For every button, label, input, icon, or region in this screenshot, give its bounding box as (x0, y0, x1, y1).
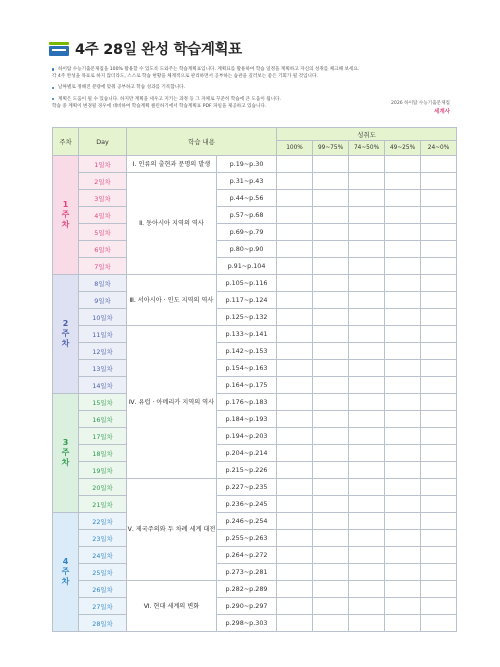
chapter-cell: Ⅵ. 현대 세계의 변화 (127, 581, 217, 632)
page-title: 4주 28일 완성 학습계획표 (75, 42, 242, 58)
table-row (53, 530, 457, 547)
pages-cell: p.91~p.104 (217, 258, 277, 275)
day-cell: 5일차 (79, 224, 127, 241)
day-cell: 17일차 (79, 428, 127, 445)
score-col: 74~50% (349, 141, 385, 156)
score-checkbox-cell[interactable] (421, 309, 457, 326)
pages-cell: p.236~p.245 (217, 496, 277, 513)
day-cell: 11일차 (79, 326, 127, 343)
score-checkbox-cell[interactable] (385, 309, 421, 326)
score-checkbox-cell[interactable] (277, 445, 313, 462)
score-checkbox-cell[interactable] (313, 513, 349, 530)
score-checkbox-cell[interactable] (385, 360, 421, 377)
score-checkbox-cell[interactable] (313, 615, 349, 632)
score-checkbox-cell[interactable] (277, 377, 313, 394)
week-label-char: 1 (62, 200, 69, 209)
score-checkbox-cell[interactable] (385, 190, 421, 207)
pages-cell: p.255~p.263 (217, 530, 277, 547)
score-checkbox-cell[interactable] (277, 275, 313, 292)
score-checkbox-cell[interactable] (385, 479, 421, 496)
table-row (53, 394, 457, 411)
score-checkbox-cell[interactable] (385, 258, 421, 275)
brand-line1: 2026 하이탑 수능기출문제집 (391, 101, 450, 106)
score-checkbox-cell[interactable] (349, 275, 385, 292)
chapter-cell: Ⅳ. 유럽 · 아메리카 지역의 역사 (127, 326, 217, 479)
score-checkbox-cell[interactable] (385, 292, 421, 309)
pages-cell: p.125~p.132 (217, 309, 277, 326)
table-row (53, 326, 457, 343)
score-checkbox-cell[interactable] (349, 411, 385, 428)
table-row (53, 598, 457, 615)
day-cell: 2일차 (79, 173, 127, 190)
table-row (53, 462, 457, 479)
score-checkbox-cell[interactable] (277, 360, 313, 377)
table-row (53, 292, 457, 309)
table-row (53, 496, 457, 513)
score-checkbox-cell[interactable] (421, 326, 457, 343)
table-row (53, 190, 457, 207)
week-label (53, 275, 79, 394)
note-item: 계획은 도움이 될 수 있습니다. 하지만 계획을 세우고 지키는 과정 등 그 자체로 꾸준히 학습에 큰 도움이 됩니다. (52, 96, 452, 103)
score-checkbox-cell[interactable] (349, 377, 385, 394)
score-checkbox-cell[interactable] (277, 547, 313, 564)
header-score: 성취도 (277, 128, 457, 141)
table-row (53, 479, 457, 496)
score-col: 24~0% (421, 141, 457, 156)
pages-cell: p.133~p.141 (217, 326, 277, 343)
header-week: 주차 (53, 128, 79, 156)
note-item: 학습 중 계획이 변경될 경우에 대비하여 학습계획 클린하기에서 학습계획표 PDF 파일을 제공하고 있습니다. (52, 103, 267, 109)
day-cell: 1일차 (79, 156, 127, 173)
score-checkbox-cell[interactable] (421, 377, 457, 394)
table-row (53, 173, 457, 190)
score-checkbox-cell[interactable] (385, 241, 421, 258)
score-checkbox-cell[interactable] (421, 496, 457, 513)
pages-cell: p.105~p.116 (217, 275, 277, 292)
day-cell: 12일차 (79, 343, 127, 360)
score-checkbox-cell[interactable] (349, 309, 385, 326)
pages-cell: p.204~p.214 (217, 445, 277, 462)
week-label-char: 차 (61, 339, 70, 348)
score-col: 100% (277, 141, 313, 156)
score-checkbox-cell[interactable] (313, 394, 349, 411)
score-checkbox-cell[interactable] (313, 258, 349, 275)
pages-cell: p.273~p.281 (217, 564, 277, 581)
score-checkbox-cell[interactable] (313, 598, 349, 615)
table-row (53, 343, 457, 360)
score-checkbox-cell[interactable] (349, 496, 385, 513)
day-cell: 22일차 (79, 513, 127, 530)
score-checkbox-cell[interactable] (277, 394, 313, 411)
score-checkbox-cell[interactable] (421, 581, 457, 598)
day-cell: 28일차 (79, 615, 127, 632)
score-checkbox-cell[interactable] (421, 360, 457, 377)
score-checkbox-cell[interactable] (349, 445, 385, 462)
score-checkbox-cell[interactable] (313, 411, 349, 428)
score-checkbox-cell[interactable] (349, 513, 385, 530)
score-checkbox-cell[interactable] (349, 173, 385, 190)
score-col: 99~75% (313, 141, 349, 156)
score-checkbox-cell[interactable] (421, 513, 457, 530)
header-content: 학습 내용 (127, 128, 277, 156)
pages-cell: p.264~p.272 (217, 547, 277, 564)
chapter-cell: Ⅱ. 동아시아 지역의 역사 (127, 173, 217, 275)
table-row (53, 309, 457, 326)
score-checkbox-cell[interactable] (277, 564, 313, 581)
day-cell: 9일차 (79, 292, 127, 309)
score-checkbox-cell[interactable] (385, 564, 421, 581)
score-checkbox-cell[interactable] (349, 547, 385, 564)
score-checkbox-cell[interactable] (421, 156, 457, 173)
score-checkbox-cell[interactable] (349, 224, 385, 241)
day-cell: 6일차 (79, 241, 127, 258)
pages-cell: p.227~p.235 (217, 479, 277, 496)
score-checkbox-cell[interactable] (385, 615, 421, 632)
score-checkbox-cell[interactable] (277, 428, 313, 445)
table-row (53, 156, 457, 173)
header-day: Day (79, 128, 127, 156)
score-checkbox-cell[interactable] (385, 445, 421, 462)
table-row (53, 411, 457, 428)
score-checkbox-cell[interactable] (421, 258, 457, 275)
day-cell: 20일차 (79, 479, 127, 496)
score-checkbox-cell[interactable] (277, 190, 313, 207)
score-checkbox-cell[interactable] (349, 292, 385, 309)
score-checkbox-cell[interactable] (421, 207, 457, 224)
pages-cell: p.154~p.163 (217, 360, 277, 377)
score-checkbox-cell[interactable] (313, 445, 349, 462)
score-checkbox-cell[interactable] (349, 207, 385, 224)
score-checkbox-cell[interactable] (313, 479, 349, 496)
week-label-char: 차 (61, 220, 70, 229)
score-checkbox-cell[interactable] (313, 190, 349, 207)
chapter-cell: Ⅴ. 제국주의와 두 차례 세계 대전 (127, 479, 217, 581)
score-checkbox-cell[interactable] (349, 156, 385, 173)
score-checkbox-cell[interactable] (277, 411, 313, 428)
score-checkbox-cell[interactable] (277, 581, 313, 598)
pages-cell: p.69~p.79 (217, 224, 277, 241)
brand (391, 100, 450, 116)
week-label-char: 2 (62, 319, 69, 328)
score-checkbox-cell[interactable] (313, 309, 349, 326)
title-row (49, 38, 242, 59)
score-checkbox-cell[interactable] (313, 326, 349, 343)
score-checkbox-cell[interactable] (421, 411, 457, 428)
week-label (53, 513, 79, 632)
score-checkbox-cell[interactable] (277, 156, 313, 173)
table-row (53, 564, 457, 581)
day-cell: 3일차 (79, 190, 127, 207)
pages-cell: p.290~p.297 (217, 598, 277, 615)
score-checkbox-cell[interactable] (421, 190, 457, 207)
day-cell: 7일차 (79, 258, 127, 275)
week-label-char: 4 (62, 557, 69, 566)
score-checkbox-cell[interactable] (349, 326, 385, 343)
score-checkbox-cell[interactable] (277, 173, 313, 190)
score-checkbox-cell[interactable] (385, 462, 421, 479)
day-cell: 21일차 (79, 496, 127, 513)
pages-cell: p.57~p.68 (217, 207, 277, 224)
table-row (53, 513, 457, 530)
pages-cell: p.282~p.289 (217, 581, 277, 598)
score-checkbox-cell[interactable] (277, 615, 313, 632)
score-checkbox-cell[interactable] (349, 190, 385, 207)
day-cell: 26일차 (79, 581, 127, 598)
score-checkbox-cell[interactable] (421, 564, 457, 581)
day-cell: 4일차 (79, 207, 127, 224)
table-row (53, 224, 457, 241)
week-label-char: 주 (61, 448, 70, 457)
score-checkbox-cell[interactable] (313, 292, 349, 309)
score-checkbox-cell[interactable] (385, 377, 421, 394)
score-checkbox-cell[interactable] (313, 275, 349, 292)
score-checkbox-cell[interactable] (313, 241, 349, 258)
day-cell: 18일차 (79, 445, 127, 462)
score-checkbox-cell[interactable] (385, 411, 421, 428)
week-label-char: 차 (61, 577, 70, 586)
day-cell: 8일차 (79, 275, 127, 292)
score-checkbox-cell[interactable] (421, 343, 457, 360)
day-cell: 16일차 (79, 411, 127, 428)
score-checkbox-cell[interactable] (349, 258, 385, 275)
table-row (53, 428, 457, 445)
score-checkbox-cell[interactable] (313, 462, 349, 479)
note-item: 날짜별로 정해진 분량에 맞춰 공부하고 학습 성과를 기록합니다. (52, 84, 452, 91)
score-checkbox-cell[interactable] (421, 224, 457, 241)
week-label-char: 주 (61, 210, 70, 219)
day-cell: 10일차 (79, 309, 127, 326)
week-label (53, 394, 79, 513)
week-label-char: 주 (61, 567, 70, 576)
score-checkbox-cell[interactable] (385, 173, 421, 190)
score-col: 49~25% (385, 141, 421, 156)
score-checkbox-cell[interactable] (277, 496, 313, 513)
score-checkbox-cell[interactable] (385, 496, 421, 513)
pages-cell: p.194~p.203 (217, 428, 277, 445)
score-checkbox-cell[interactable] (385, 530, 421, 547)
score-checkbox-cell[interactable] (421, 428, 457, 445)
pages-cell: p.246~p.254 (217, 513, 277, 530)
score-checkbox-cell[interactable] (277, 326, 313, 343)
score-checkbox-cell[interactable] (277, 530, 313, 547)
pages-cell: p.44~p.56 (217, 190, 277, 207)
week-label-char: 차 (61, 458, 70, 467)
day-cell: 19일차 (79, 462, 127, 479)
score-checkbox-cell[interactable] (313, 564, 349, 581)
pages-cell: p.298~p.303 (217, 615, 277, 632)
score-checkbox-cell[interactable] (277, 343, 313, 360)
book-icon (49, 42, 69, 56)
score-checkbox-cell[interactable] (277, 479, 313, 496)
table-row (53, 258, 457, 275)
score-checkbox-cell[interactable] (421, 479, 457, 496)
score-checkbox-cell[interactable] (421, 394, 457, 411)
score-checkbox-cell[interactable] (349, 598, 385, 615)
score-checkbox-cell[interactable] (277, 224, 313, 241)
score-checkbox-cell[interactable] (385, 598, 421, 615)
score-checkbox-cell[interactable] (313, 156, 349, 173)
pages-cell: p.31~p.43 (217, 173, 277, 190)
score-checkbox-cell[interactable] (421, 598, 457, 615)
score-checkbox-cell[interactable] (313, 224, 349, 241)
score-checkbox-cell[interactable] (385, 581, 421, 598)
table-row (53, 241, 457, 258)
score-checkbox-cell[interactable] (421, 173, 457, 190)
score-checkbox-cell[interactable] (385, 343, 421, 360)
score-checkbox-cell[interactable] (277, 598, 313, 615)
score-checkbox-cell[interactable] (277, 207, 313, 224)
score-checkbox-cell[interactable] (277, 462, 313, 479)
score-checkbox-cell[interactable] (349, 241, 385, 258)
day-cell: 13일차 (79, 360, 127, 377)
pages-cell: p.19~p.30 (217, 156, 277, 173)
day-cell: 24일차 (79, 547, 127, 564)
score-checkbox-cell[interactable] (421, 462, 457, 479)
note-item: 하이탑 수능기출문제집을 100% 활용할 수 있도록 도와주는 학습계획표입니다. 계획표를 활용하여 학습 일정을 계획하고 자신의 성취를 체크해 보세요. (52, 66, 452, 73)
score-checkbox-cell[interactable] (385, 224, 421, 241)
score-checkbox-cell[interactable] (313, 496, 349, 513)
score-checkbox-cell[interactable] (277, 309, 313, 326)
pages-cell: p.117~p.124 (217, 292, 277, 309)
score-checkbox-cell[interactable] (277, 513, 313, 530)
score-checkbox-cell[interactable] (385, 275, 421, 292)
day-cell: 14일차 (79, 377, 127, 394)
note-item: 각 4주 완성을 목표로 하지 않더라도, 스스로 학습 현황을 체계적으로 관리하면서 공부하는 습관을 길러보는 좋은 기회가 될 것입니다. (52, 74, 318, 80)
study-plan-table (52, 127, 457, 632)
week-label-char: 3 (62, 438, 69, 447)
score-checkbox-cell[interactable] (313, 581, 349, 598)
score-checkbox-cell[interactable] (313, 360, 349, 377)
score-checkbox-cell[interactable] (349, 564, 385, 581)
score-checkbox-cell[interactable] (421, 547, 457, 564)
score-checkbox-cell[interactable] (385, 547, 421, 564)
day-cell: 27일차 (79, 598, 127, 615)
pages-cell: p.142~p.153 (217, 343, 277, 360)
brand-subject: 세계사 (434, 109, 450, 115)
table-row (53, 581, 457, 598)
score-checkbox-cell[interactable] (313, 547, 349, 564)
score-checkbox-cell[interactable] (349, 530, 385, 547)
score-checkbox-cell[interactable] (349, 394, 385, 411)
score-checkbox-cell[interactable] (385, 428, 421, 445)
pages-cell: p.176~p.183 (217, 394, 277, 411)
score-checkbox-cell[interactable] (349, 479, 385, 496)
score-checkbox-cell[interactable] (349, 343, 385, 360)
pages-cell: p.80~p.90 (217, 241, 277, 258)
day-cell: 15일차 (79, 394, 127, 411)
score-checkbox-cell[interactable] (313, 428, 349, 445)
week-label (53, 156, 79, 275)
score-checkbox-cell[interactable] (421, 615, 457, 632)
table-row (53, 360, 457, 377)
table-row (53, 547, 457, 564)
score-checkbox-cell[interactable] (421, 530, 457, 547)
pages-cell: p.164~p.175 (217, 377, 277, 394)
score-checkbox-cell[interactable] (277, 241, 313, 258)
table-row (53, 377, 457, 394)
score-checkbox-cell[interactable] (385, 207, 421, 224)
day-cell: 25일차 (79, 564, 127, 581)
score-checkbox-cell[interactable] (313, 207, 349, 224)
chapter-cell: Ⅲ. 서아시아 · 인도 지역의 역사 (127, 275, 217, 326)
score-checkbox-cell[interactable] (277, 292, 313, 309)
score-checkbox-cell[interactable] (421, 241, 457, 258)
score-checkbox-cell[interactable] (313, 343, 349, 360)
score-checkbox-cell[interactable] (385, 513, 421, 530)
score-checkbox-cell[interactable] (313, 377, 349, 394)
table-row (53, 275, 457, 292)
pages-cell: p.184~p.193 (217, 411, 277, 428)
chapter-cell: Ⅰ. 인류의 출현과 문명의 발생 (127, 156, 217, 173)
pages-cell: p.215~p.226 (217, 462, 277, 479)
score-checkbox-cell[interactable] (349, 428, 385, 445)
score-checkbox-cell[interactable] (385, 326, 421, 343)
score-checkbox-cell[interactable] (421, 275, 457, 292)
score-checkbox-cell[interactable] (313, 530, 349, 547)
score-checkbox-cell[interactable] (349, 581, 385, 598)
score-checkbox-cell[interactable] (349, 462, 385, 479)
score-checkbox-cell[interactable] (349, 615, 385, 632)
score-checkbox-cell[interactable] (385, 156, 421, 173)
score-checkbox-cell[interactable] (421, 292, 457, 309)
score-checkbox-cell[interactable] (421, 445, 457, 462)
score-checkbox-cell[interactable] (313, 173, 349, 190)
table-row (53, 207, 457, 224)
week-label-char: 주 (61, 329, 70, 338)
day-cell: 23일차 (79, 530, 127, 547)
table-row (53, 445, 457, 462)
score-checkbox-cell[interactable] (385, 394, 421, 411)
table-row (53, 615, 457, 632)
score-checkbox-cell[interactable] (349, 360, 385, 377)
score-checkbox-cell[interactable] (277, 258, 313, 275)
